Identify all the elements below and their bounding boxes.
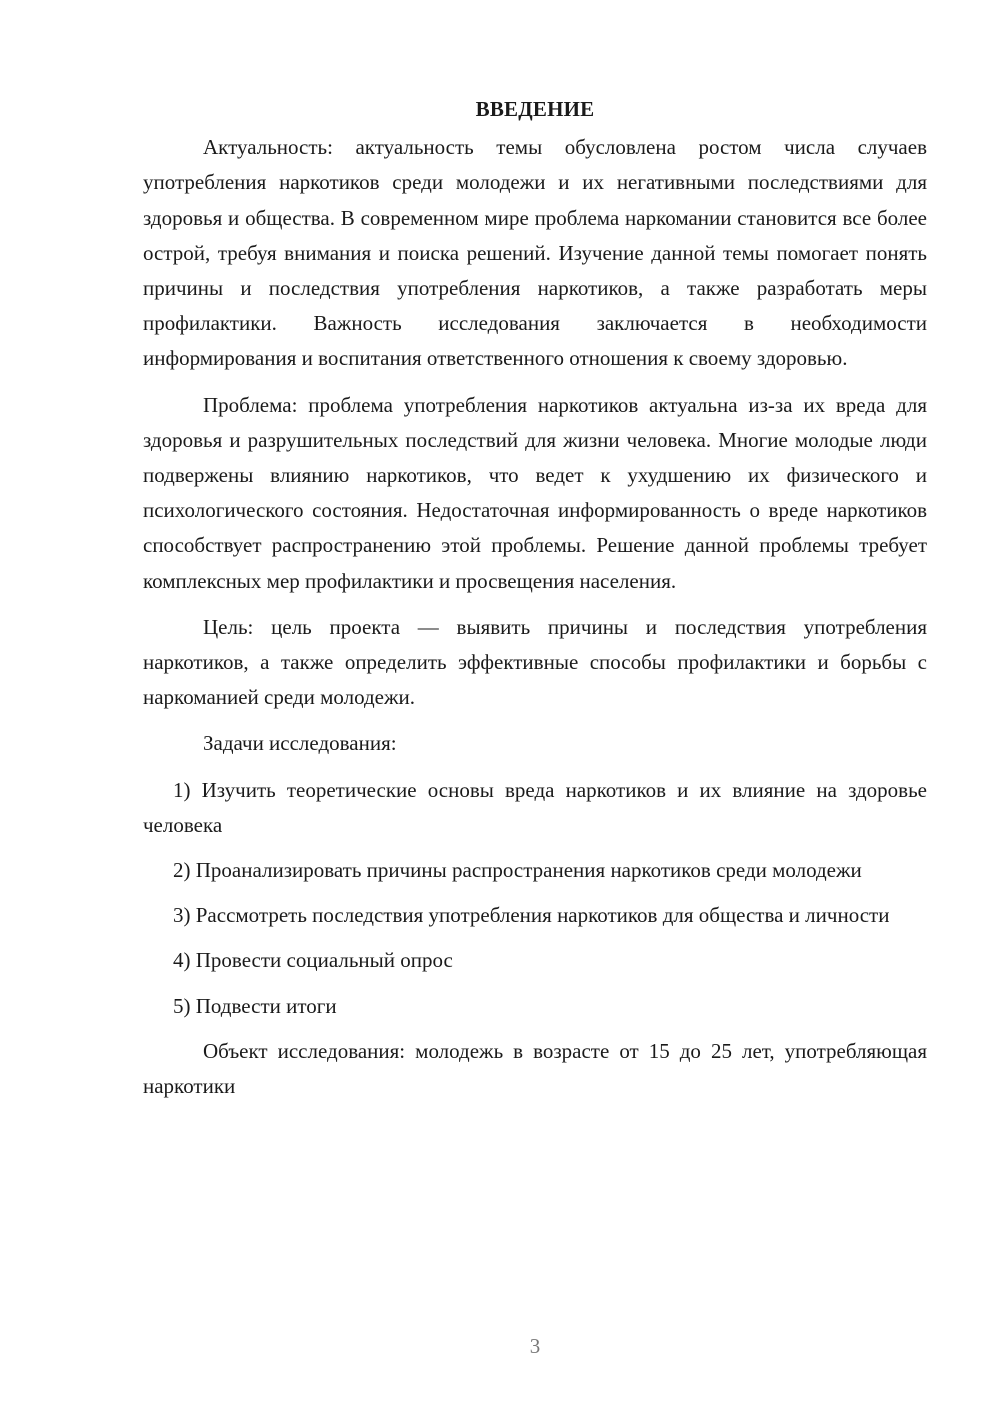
page-number: 3 (529, 1334, 541, 1358)
task-item-1: 1) Изучить теоретические основы вреда наркотиков и их влияние на здоровье человека (143, 777, 927, 837)
paragraph-goal: Цель: цель проекта — выявить причины и последствия употребления наркотиков, а также определить эффективные способы профилактики и борьбы с наркоманией среди молодежи. (143, 614, 927, 710)
page-content (143, 92, 927, 1115)
paragraph-object: Объект исследования: молодежь в возрасте от 15 до 25 лет, употребляющая наркотики (143, 1038, 927, 1099)
tasks-title: Задачи исследования: (203, 731, 397, 756)
task-item-4: 4) Провести социальный опрос (173, 948, 453, 973)
task-item-2: 2) Проанализировать причины распространения наркотиков среди молодежи (173, 858, 862, 883)
section-heading: ВВЕДЕНИЕ (475, 97, 595, 121)
paragraph-relevance: Актуальность: актуальность темы обусловлена ростом числа случаев употребления наркотиков среди молодежи и их негативными последствиями для здоровья и общества. В современном мире проблема наркомании становится все более острой, требуя внимания и поиска решений. Изучение данной темы помогает понять причины и последствия употребления наркотиков, а также разработать меры профилактики. Важность исследования заключается в необходимости информирования и воспитания ответственного отношения к своему здоровью. (143, 135, 927, 371)
paragraph-problem: Проблема: проблема употребления наркотиков актуальна из-за их вреда для здоровья и разрушительных последствий для жизни человека. Многие молодые люди подвержены влиянию наркотиков, что ведет к ухудшению их физического и психологического состояния. Недостаточная информированность о вреде наркотиков способствует распространению этой проблемы. Решение данной проблемы требует комплексных мер профилактики и просвещения населения. (143, 392, 927, 593)
task-item-3: 3) Рассмотреть последствия употребления наркотиков для общества и личности (173, 903, 890, 928)
task-item-5: 5) Подвести итоги (173, 993, 337, 1018)
